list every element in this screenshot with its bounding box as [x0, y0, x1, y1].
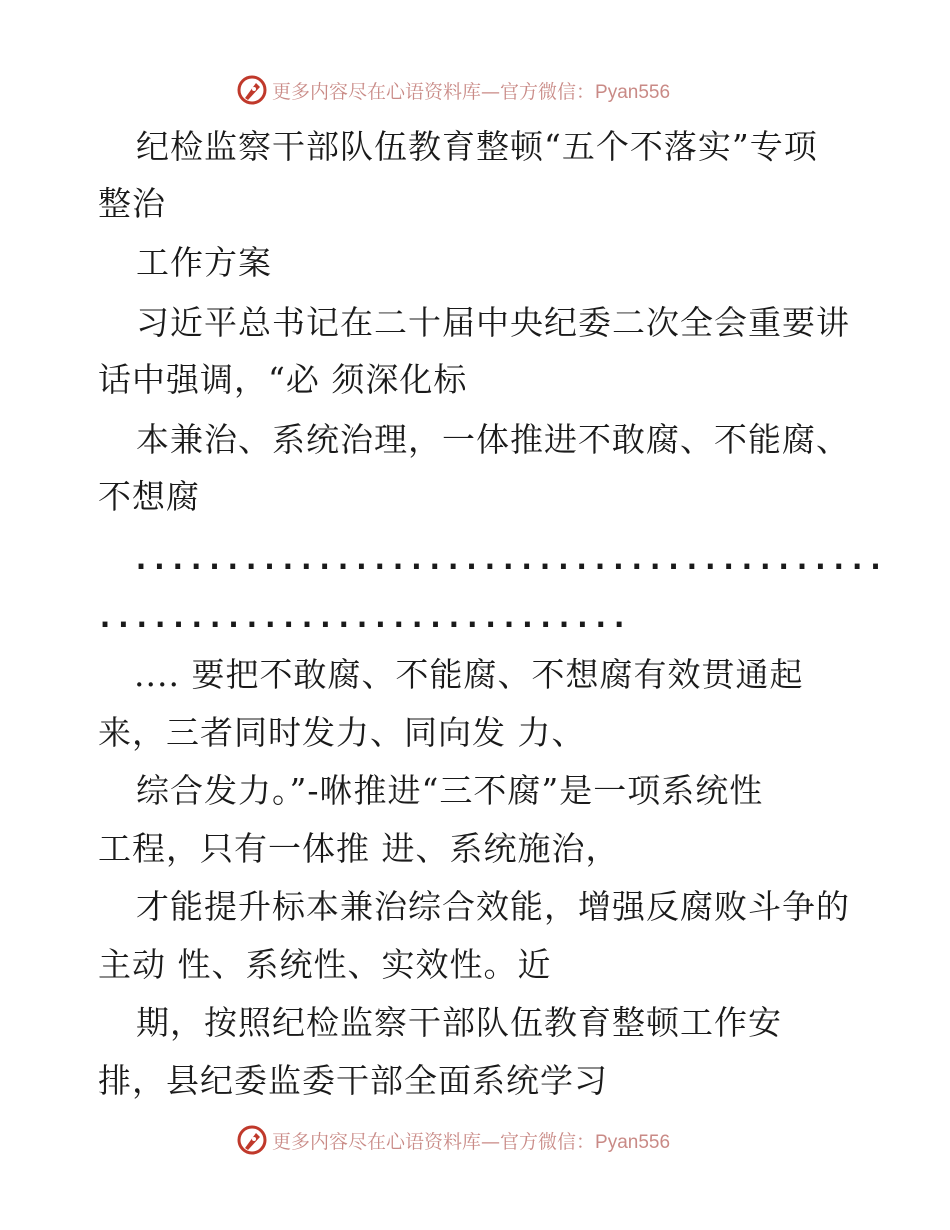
doc-line-6: 本兼治、系统治理，一体推进不敢腐、不能腐、 [136, 420, 850, 459]
doc-line-4: 习近平总书记在二十届中央纪委二次全会重要讲 [136, 303, 850, 342]
header-watermark [236, 73, 670, 107]
doc-line-1: 纪检监察干部队伍教育整顿“五个不落实”专项 [136, 127, 818, 166]
doc-line-14: 才能提升标本兼治综合效能，增强反腐败斗争的 [136, 887, 850, 926]
pen-nib-circle-icon [236, 1124, 268, 1156]
doc-line-3: 工作方案 [136, 243, 272, 282]
doc-line-7: 不想腐 [98, 477, 200, 516]
doc-line-5: 话中强调，“必 须深化标 [98, 360, 468, 399]
footer-watermark [236, 1123, 670, 1157]
watermark-text: 更多内容尽在心语资料库—官方微信：Pyan556 [272, 1130, 671, 1153]
doc-line-12: 综合发力。”-咻推进“三不腐”是一项系统性 [136, 771, 764, 810]
doc-dots-line-1: ......................................... [132, 542, 885, 577]
doc-dots-line-2: ............................. [96, 600, 629, 635]
doc-line-2: 整治 [98, 184, 166, 223]
pen-nib-circle-icon [236, 74, 268, 106]
doc-line-11: 来，三者同时发力、同向发 力、 [98, 713, 586, 752]
doc-line-15: 主动 性、系统性、实效性。近 [98, 945, 552, 984]
doc-line-13: 工程，只有一体推 进、系统施治， [98, 829, 620, 868]
doc-line-10: .... 要把不敢腐、不能腐、不想腐有效贯通起 [134, 655, 804, 694]
doc-line-16: 期，按照纪检监察干部队伍教育整顿工作安 [136, 1003, 782, 1042]
watermark-text: 更多内容尽在心语资料库—官方微信：Pyan556 [272, 80, 671, 103]
doc-line-17: 排，县纪委监委干部全面系统学习 [98, 1061, 608, 1100]
